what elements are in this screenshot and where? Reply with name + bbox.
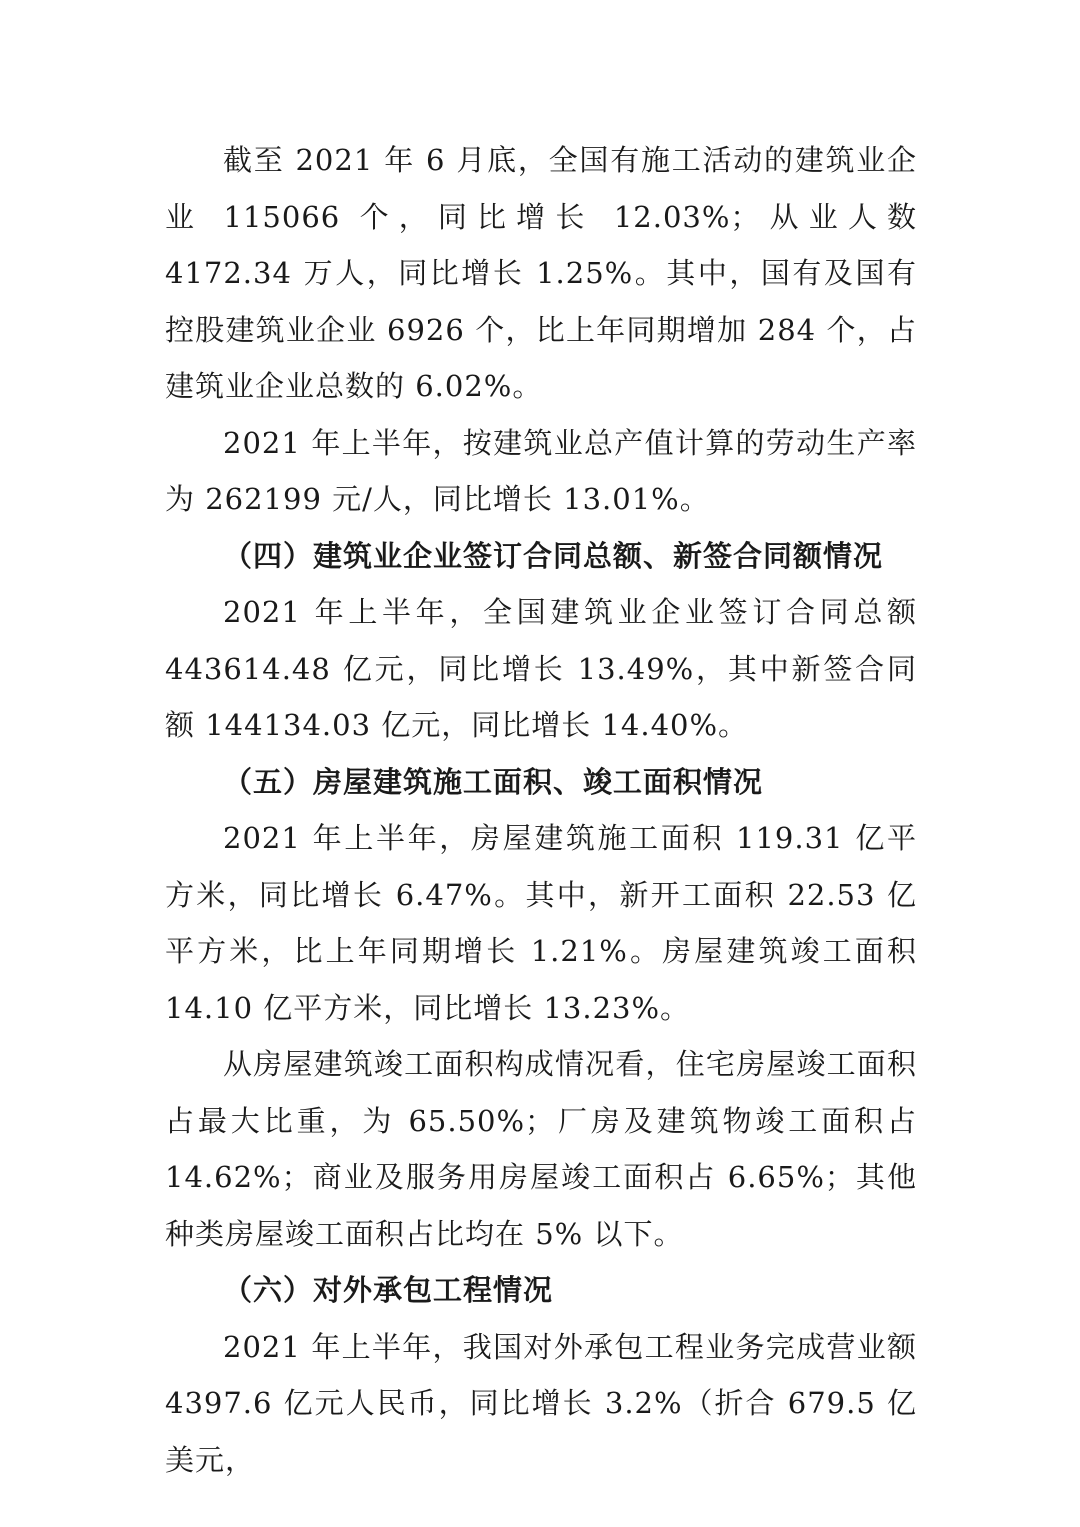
paragraph-enterprise-count: 截至 2021 年 6 月底，全国有施工活动的建筑业企业 115066 个，同比增长 12.03%；从业人数 4172.34 万人，同比增长 1.25%。其中，国有及国有控股建筑业企业 6926 个，比上年同期增加 284 个，占建筑业企业总数的 6.02%。 [165,143,917,403]
paragraph-construction-area: 2021 年上半年，房屋建筑施工面积 119.31 亿平方米，同比增长 6.47%。其中，新开工面积 22.53 亿平方米，比上年同期增长 1.21%。房屋建筑竣工面积 14.10 亿平方米，同比增长 13.23%。 [165,821,917,1025]
paragraph-overseas-revenue: 2021 年上半年，我国对外承包工程业务完成营业额 4397.6 亿元人民币，同比增长 3.2%（折合 679.5 亿美元， [165,1329,917,1477]
section-heading-building-area: （五）房屋建筑施工面积、竣工面积情况 [223,764,764,799]
paragraph-labor-productivity: 2021 年上半年，按建筑业总产值计算的劳动生产率为 262199 元/人，同比增长 13.01%。 [165,425,917,516]
paragraph-contract-totals: 2021 年上半年，全国建筑业企业签订合同总额 443614.48 亿元，同比增长 13.49%，其中新签合同额 144134.03 亿元，同比增长 14.40%。 [165,595,917,742]
document-body [165,132,917,1488]
paragraph-completion-composition: 从房屋建筑竣工面积构成情况看，住宅房屋竣工面积占最大比重，为 65.50%；厂房及建筑物竣工面积占 14.62%；商业及服务用房屋竣工面积占 6.65%；其他种类房屋竣工面积占比均在 5% 以下。 [165,1047,917,1251]
section-heading-overseas-contracting: （六）对外承包工程情况 [223,1273,554,1307]
section-heading-contracts: （四）建筑业企业签订合同总额、新签合同额情况 [223,538,884,573]
